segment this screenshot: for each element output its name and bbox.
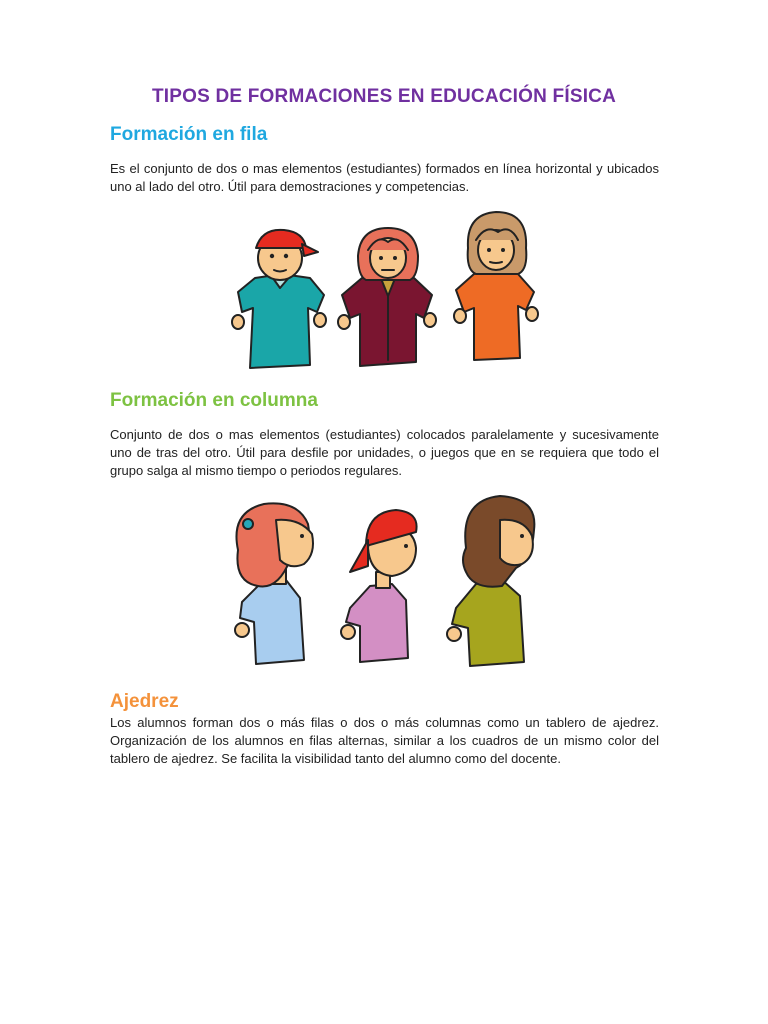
heading-formacion-fila: Formación en fila [110,124,268,145]
student-maroon-shirt [338,228,436,366]
student-lightblue-shirt [235,503,313,664]
heading-ajedrez: Ajedrez [110,691,179,712]
student-teal-shirt [232,230,326,368]
paragraph-formacion-fila: Es el conjunto de dos o mas elementos (estudiantes) formados en línea horizontal y ubicados uno al lado del otro. Útil para demostraciones y competencias. [110,161,659,194]
paragraph-formacion-columna: Conjunto de dos o mas elementos (estudiantes) colocados paralelamente y sucesivamente uno de tras del otro. Útil para desfile por unidades, o juegos que en se requiera que todo el grupo salga al mismo tiempo o periodos regulares. [110,427,659,478]
student-pink-shirt [341,510,417,662]
paragraph-ajedrez: Los alumnos forman dos o más filas o dos o más columnas como un tablero de ajedrez. Organización de los alumnos en filas alternas, similar a los cuadros de un mismo color del tablero de ajedrez. Se facilita la visibilidad tanto del alumno como del docente. [110,715,659,766]
student-orange-shirt [454,212,538,360]
page-title: TIPOS DE FORMACIONES EN EDUCACIÓN FÍSICA [151,86,617,107]
student-olive-shirt [447,496,534,666]
illustration-formacion-fila [220,200,550,380]
heading-formacion-columna: Formación en columna [110,390,318,411]
illustration-formacion-columna [220,490,550,680]
